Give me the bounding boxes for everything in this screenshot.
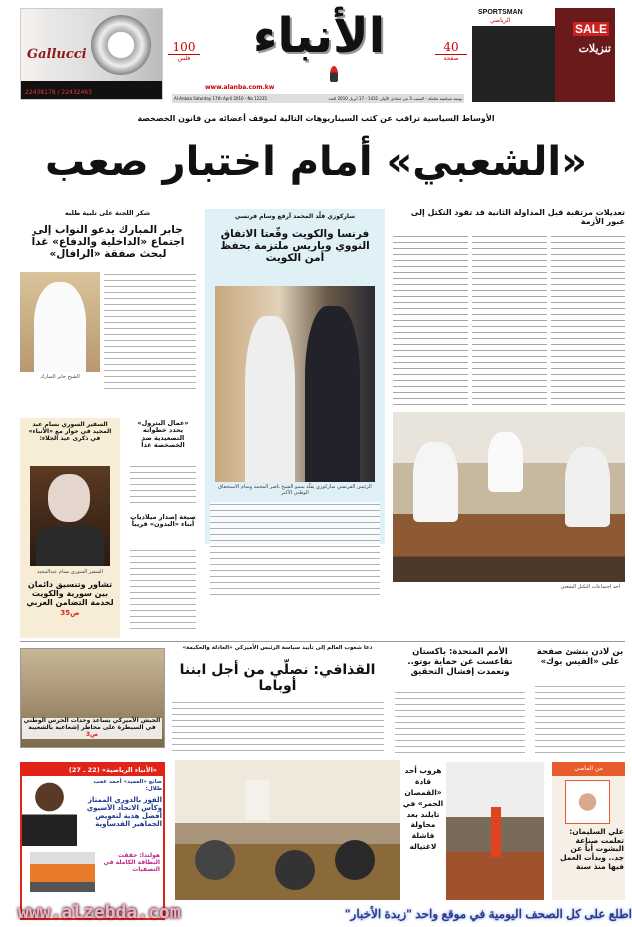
pen-flame-icon [330,66,338,82]
website[interactable]: www.alanba.com.kw [205,84,275,91]
redshirts-headline[interactable]: هروب أحد قادة «القمصان الحمر» في تايلند بعد محاولة فاشلة لاغتياله [402,766,444,852]
ambassador-photo [30,466,110,566]
ambassador-headline-block[interactable] [22,580,118,617]
ambassador-page-ref: ص35 [60,608,80,617]
center-photo [215,286,375,482]
player-photo [22,776,77,846]
gaddafi-body-text [172,700,384,754]
sale-label-ar: تنزيلات [578,43,611,55]
brief-2-text [130,548,196,632]
gaddafi-kicker: دعا شعوب العالم إلى تأييد سياسة الرئيس الأميركي «العادلة والحكيمة» [182,645,373,651]
ad-sportsman[interactable] [472,8,615,102]
watermark-url: www.alzebda.com [18,902,181,923]
un-headline[interactable]: الأمم المتحدة: باكستان تقاعست عن حماية بوتو.. وتعمدت إفشال التحقيق [407,647,513,677]
lead-kicker: الأوساط السياسية تراقب عن كثب السيناريوهات التالية لموقف أعضائه من قانون الخصخصة [137,114,495,123]
sale-label: SALE [574,22,607,36]
center-body-text [210,502,380,600]
left-kicker: شكر اللجنة على تلبية طلبه [64,209,151,217]
sportsman-brand: SPORTSMAN [478,9,523,16]
page-count: 40 [435,40,467,55]
page-count-unit: صفحة [443,55,459,62]
lead-photo [393,412,625,582]
protest-photo [446,762,544,900]
un-body-text [395,690,525,754]
ambassador-caption: السفير السوري بسام عبدالمجيد [37,569,103,575]
gaddafi-photo [175,760,400,900]
watch-image [91,15,151,75]
brief-headline-2[interactable]: صيغة إصدار ميلاديات أبناء «البدون» قريباً [130,513,196,529]
jaber-photo [20,272,100,372]
ad-phone: 22438178 / 22432463 [25,89,92,96]
center-headline[interactable]: فرنسا والكويت وقّعتا الاتفاق النووي وباريس ملتزمة بحفظ أمن الكويت [220,228,370,265]
binladen-headline[interactable]: بن لادن ينشئ صفحة على «الفيس بوك» [536,647,624,667]
left-headline[interactable]: جابر المبارك يدعو النواب إلى اجتماع «الداخلية والدفاع» غداً لبحث صفقة «الرافال» [31,224,185,261]
jaber-caption: الشيخ جابر المبارك [40,374,80,380]
binladen-body-text [535,684,625,754]
ambassador-headline[interactable]: تشاور وتنسيق دائمان بين سورية والكويت لخدمة التضامن العربي [26,580,114,608]
sports-kicker: صانع «العميد» أحمد عجب طلال: [93,779,162,792]
dateline-en: Al-Anbaa Saturday 17th April 2010 - No 12235 [174,96,267,101]
truck-page-ref: ص3 [85,730,99,738]
ad-brand: Gallucci [27,47,87,62]
left-body-text [104,272,196,392]
gaddafi-headline[interactable]: القذافي: نصلّي من أجل ابننا أوباما [179,662,376,695]
ambassador-kicker: السفير السوري بسام عبد المجيد في حوار مع «الأنباء» في ذكرى عيد الجلاء: [28,421,112,442]
truck-caption-block[interactable] [22,718,162,739]
sportsman-brand-ar: الرياضي [490,17,511,24]
center-kicker: ساركوزي قلّد المحمد أرفع وسام فرنسي [234,213,356,220]
watermark-slogan: اطلع على كل الصحف اليومية في موقع واحد "زبدة الأخبار" [344,907,632,921]
sports-headline[interactable]: الفوز بالدوري الممتاز وكأس الاتحاد الآسيوي أفضل هدية لتعويض الجماهير القدساوية [86,796,162,829]
column-title: من الماضي [552,762,625,776]
brief-headline-1[interactable]: «عمال البترول» يحدد خطواته التصعيدية ضد الخصخصة غداً [137,419,189,450]
dateline-ar: يومية سياسية شاملة - السبت 3 من جمادى الأولى 1431 - 17 أبريل 2010 العدد [328,96,462,101]
columnist-photo [565,780,610,824]
ad-gallucci[interactable] [20,8,163,100]
lead-photo-caption: أحد اجتماعات التكتل الشعبي [560,584,620,590]
truck-caption[interactable]: الجيش الأميركي يساعد وحدات الحرس الوطني في السيطرة على مخاطر إشعاعية بالشعيبة [23,717,161,731]
price-unit: فلس [177,55,191,62]
sports-title: «الأنباء الرياضية» (22 ـ 27) [22,764,163,776]
lead-sub[interactable]: تعديلات مرتقبة قبل المداولة الثانية قد تقود التكتل إلى عبور الأزمة [410,208,625,227]
brief-1-text [130,464,196,506]
lead-headline[interactable]: «الشعبي» أمام اختبار صعب [45,139,587,185]
price: 100 [168,40,200,55]
center-caption: الرئيس الفرنسي ساركوزي يقلّد سمو الشيخ ناصر المحمد وسام الاستحقاق الوطني الأكبر [218,484,372,496]
lead-body-text [393,234,625,406]
column-headline[interactable]: علي السليمان: تعلمت صناعة البشوت أباً عن جد.. وبدأت العمل فيها منذ سنة [560,827,624,871]
team-photo [30,852,95,892]
sports-sub: هولندا: حققت البطاقة الكاملة في التصفيات [103,852,160,873]
masthead: الأنباء [252,8,386,64]
